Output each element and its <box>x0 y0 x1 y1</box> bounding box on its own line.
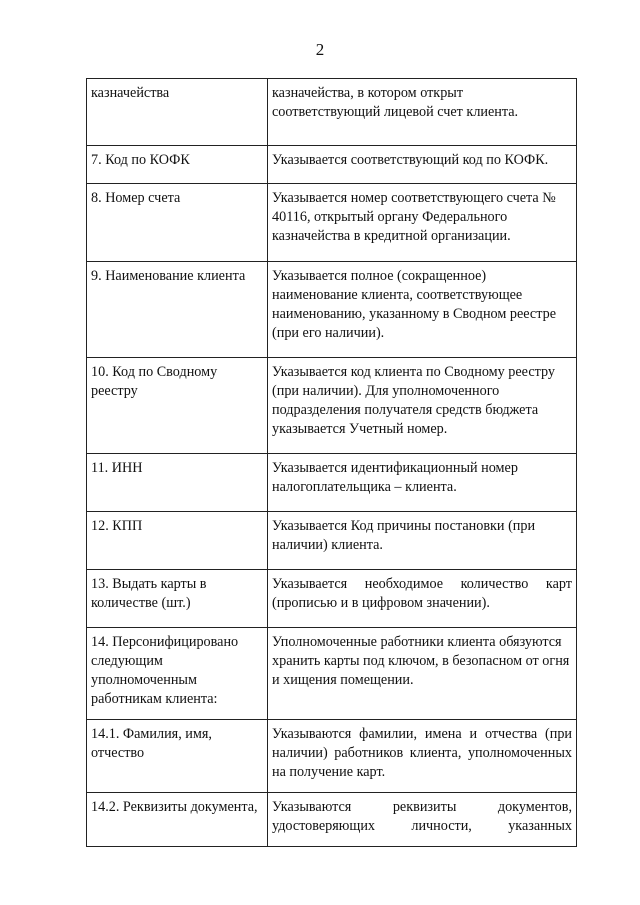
field-description-cell: Указывается Код причины постановки (при наличии) клиента. <box>268 512 577 570</box>
table-row <box>87 146 577 184</box>
field-name-cell: 13. Выдать карты в количестве (шт.) <box>87 570 268 628</box>
field-description-cell: Указывается идентификационный номер налогоплательщика – клиента. <box>268 454 577 512</box>
instructions-table <box>86 78 577 847</box>
table-row <box>87 720 577 793</box>
field-name-cell: 12. КПП <box>87 512 268 570</box>
field-name-cell: 8. Номер счета <box>87 184 268 262</box>
table-row <box>87 454 577 512</box>
field-description-cell: Указывается полное (сокращенное) наименование клиента, соответствующее наименованию, указанному в Сводном реестре (при его наличии). <box>268 262 577 358</box>
field-description-cell: Указывается необходимое количество карт (прописью и в цифровом значении). <box>268 570 577 628</box>
field-name-cell: 10. Код по Сводному реестру <box>87 358 268 454</box>
field-name-cell: 7. Код по КОФК <box>87 146 268 184</box>
table-row <box>87 512 577 570</box>
field-name-cell: 14. Персонифицировано следующим уполномоченным работникам клиента: <box>87 628 268 720</box>
table-row <box>87 570 577 628</box>
table-row <box>87 262 577 358</box>
field-description-cell: Уполномоченные работники клиента обязуются хранить карты под ключом, в безопасном от огня и хищения помещении. <box>268 628 577 720</box>
table-row <box>87 358 577 454</box>
field-name-cell: 14.1. Фамилия, имя, отчество <box>87 720 268 793</box>
field-description-cell: Указывается код клиента по Сводному реестру (при наличии). Для уполномоченного подразделения получателя средств бюджета указывается Учетный номер. <box>268 358 577 454</box>
field-description-cell: казначейства, в котором открыт соответствующий лицевой счет клиента. <box>268 79 577 146</box>
field-name-cell: 9. Наименование клиента <box>87 262 268 358</box>
field-name-cell: казначейства <box>87 79 268 146</box>
field-name-cell: 11. ИНН <box>87 454 268 512</box>
field-description-cell: Указывается номер соответствующего счета № 40116, открытый органу Федерального казначейства в кредитной организации. <box>268 184 577 262</box>
field-description-cell: Указывается соответствующий код по КОФК. <box>268 146 577 184</box>
table-row <box>87 79 577 146</box>
table-row <box>87 793 577 847</box>
page-number: 2 <box>315 40 325 59</box>
table-row <box>87 184 577 262</box>
table-row <box>87 628 577 720</box>
field-name-cell: 14.2. Реквизиты документа, <box>87 793 268 847</box>
field-description-cell: Указываются реквизиты документов, удостоверяющих личности, указанных <box>268 793 577 847</box>
field-description-cell: Указываются фамилии, имена и отчества (при наличии) работников клиента, уполномоченных на получение карт. <box>268 720 577 793</box>
